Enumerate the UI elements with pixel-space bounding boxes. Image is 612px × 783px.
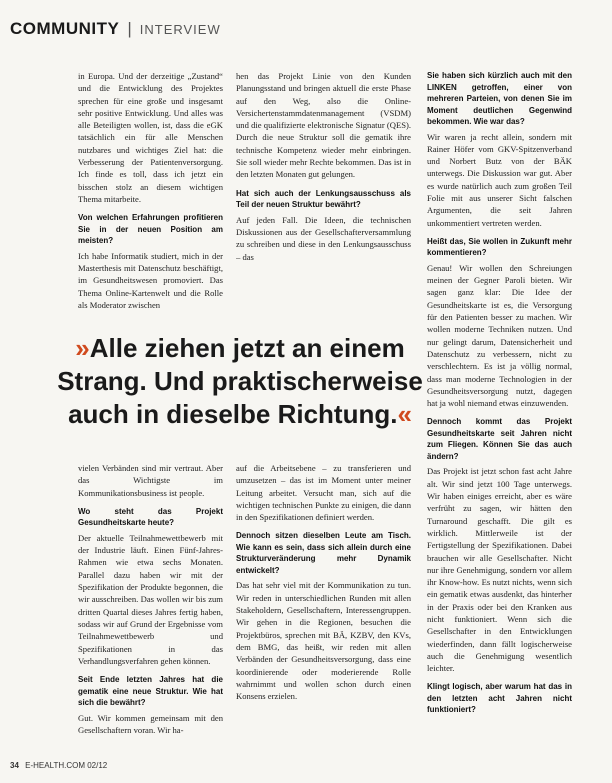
question-heading: Wo steht das Projekt Gesundheitskarte heute? — [78, 506, 223, 528]
question-heading: Seit Ende letzten Jahres hat die gematik eine neue Struktur. Wie hat sich die bewährt? — [78, 675, 223, 708]
paragraph: Das Projekt ist jetzt schon fast acht Jahre alt. Wir sind jetzt 100 Tage unterwegs. Wir haben einiges erreicht, aber es wäre verfrüht zu sagen, wir hätten den Turnaround geschafft. Die gilt es wirklich. Mittlerweile ist der Fertigstellung der Spezifikationen. Dabei brauchen wir alle Gesellschafter. Nicht nur ihre Genehmigung, sondern vor allem ihr Know-how. Es nutzt nichts, wenn sich ein gematik etwas ausdenkt, das hinterher in der Praxis oder bei den Kranken aus nicht funktioniert. Wenn sich die Gesellschafter in den Entwicklungen wiederfinden, dann fällt logischerweise auch die Genehmigung wesentlich leichter. — [427, 466, 572, 674]
column-mid-top — [236, 70, 411, 298]
column-mid-bottom — [236, 462, 411, 754]
open-quote-mark: » — [75, 333, 90, 363]
question-heading: Dennoch kommt das Projekt Gesundheitskarte seit Jahren nicht zum Fliegen. Können Sie das auch ändern? — [427, 417, 572, 461]
column-left-bottom — [78, 462, 223, 754]
paragraph: hen das Projekt Linie von den Kunden Planungsstand und bringen aktuell die erste Phase auf den Weg, also die Online-Versichertenstammdatenmanagement (VSDM) und die qualifizierte elektronische Signatur (QES). Durch die neue Struktur soll die gematik ihre technische Kompetenz wieder mehr einbringen. Sie soll wieder mehr Rechte bekommen. Das ist in den letzten Monaten gut gelungen. — [236, 71, 411, 180]
paragraph: vielen Verbänden sind mir vertraut. Aber das Wichtigste im Kommunikationsbusiness ist people. — [78, 463, 223, 498]
paragraph: Gut. Wir kommen gemeinsam mit den Gesellschaftern voran. Wir ha- — [78, 712, 223, 735]
question-heading: Hat sich auch der Lenkungsausschuss als Teil der neuen Struktur bewährt? — [236, 188, 411, 210]
paragraph: Wir waren ja recht allein, sondern mit Rainer Höfer vom GKV-Spitzenverband und Norbert Butz von der BÄK unterwegs. Die Diskussion war gut. Aber es wurde natürlich auch zum großen Teil Folie mit aus unserer Sicht falschen Argumenten, die seit Jahren unkommentiert vertreten werden. — [427, 131, 572, 228]
paragraph: Ich habe Informatik studiert, mich in der Masterthesis mit Datenschutz beschäftigt, im Gesundheitswesen promoviert. Das Thema Online-Kartenwelt und die Rolle als Moderator zwischen — [78, 250, 223, 310]
paragraph: auf die Arbeitsebene – zu transferieren und umzusetzen – das ist im Moment unter meiner Leitung arbeitet. Versucht man, sich auf die wichtigen technischen Punkte zu einigen, die dann in den Spezifikationen definiert werden. — [236, 463, 411, 523]
question-heading: Sie haben sich kürzlich auch mit den LINKEN getroffen, einer von mehreren Parteien, von denen Sie im Moment deutlichen Gegenwind bekommen. Wie war das? — [427, 71, 572, 126]
paragraph: in Europa. Und der derzeitige „Zustand“ und die Entwicklung des Projektes sprechen für eine große und insgesamt sehr positive Entwicklung. Und alles was alle Beteiligten wollen, ist, dass die eGK tatsächlich ein für alle Menschen nutzbares und wichtiges Ziel hat: die Verbesserung der Patientenversorgung. Ich finde es toll, dass ich jetzt ein bisschen stolz an diesem wichtigen Thema mitarbeite. — [78, 71, 223, 204]
paragraph: Auf jeden Fall. Die Ideen, die technischen Diskussionen aus der Gesellschafterversammlung zu schreiben und diese in den Lenkungsausschuss – das — [236, 214, 411, 262]
question-heading: Klingt logisch, aber warum hat das in den letzten acht Jahren nicht funktioniert? — [427, 682, 572, 715]
question-heading: Heißt das, Sie wollen in Zukunft mehr kommentieren? — [427, 236, 572, 258]
pull-quote-text: Alle ziehen jetzt an einem Strang. Und praktischerweise auch in dieselbe Richtung. — [57, 333, 423, 429]
header-separator: | — [127, 19, 132, 38]
section-title: COMMUNITY — [10, 19, 120, 38]
column-right — [427, 70, 572, 750]
question-heading: Dennoch sitzen dieselben Leute am Tisch. Wie kann es sein, dass sich allein durch eine Strukturveränderung mehr Dynamik entwickelt? — [236, 531, 411, 575]
column-left-top — [78, 70, 223, 328]
paragraph: Genau! Wir wollen den Schreiungen meinen der Gegner Paroli bieten. Wir sagen ganz klar: Die Idee der Gesundheitskarte ist es, die Versorgung für den Patienten besser zu machen. Wir wollen moderne Techniken nutzen. Und nur gelingt darum, Datensicherheit und Datenschutz zu verbessern, nicht zu verschlechtern. Es ist ja völlig normal, dass man moderne Technologien in der Gesundheitsversorgung nutzt, dagegen hat ja wohl niemand etwas einzuwenden. — [427, 262, 572, 409]
paragraph: Das hat sehr viel mit der Kommunikation zu tun. Wir reden in unterschiedlichen Runden mit allen Stakeholdern, Gesellschaftern, Interessengruppen. Wir gehen in die Regionen, besuchen die Projektbüros, sprechen mit BÄ, KZBV, den KVs, dem BMG, das heißt, wir reden mit allen Verbänden der Gesundheitsversorgung, dass eine koordinierende oder moderierende Rolle wahrnimmt und wollen schon durch einen Konsens erzielen. — [236, 580, 411, 702]
paragraph: Der aktuelle Teilnahmewettbewerb mit der Industrie läuft. Einen Fünf-Jahres-Rahmen wie etwa sechs Monaten. Parallel dazu haben wir mit der Spezifikation der Produkte begonnen, die wir ausschreiben. Das wollen wir bis zum dritten Quartal dieses Jahres fertig haben, sodass wir auf Grund der Ergebnisse vom Teilnahmewettbewerb und Spezifikationen in das Verhandlungsverfahren gehen können. — [78, 532, 223, 666]
section-header — [10, 18, 221, 40]
subsection-title: INTERVIEW — [139, 21, 221, 37]
publication-name: E-HEALTH.COM 02/12 — [25, 761, 108, 770]
pull-quote — [40, 332, 440, 431]
close-quote-mark: « — [397, 399, 412, 429]
page-number: 34 — [10, 761, 19, 770]
question-heading: Von welchen Erfahrungen profitieren Sie in der neuen Position am meisten? — [78, 213, 223, 246]
page-footer — [10, 761, 107, 770]
